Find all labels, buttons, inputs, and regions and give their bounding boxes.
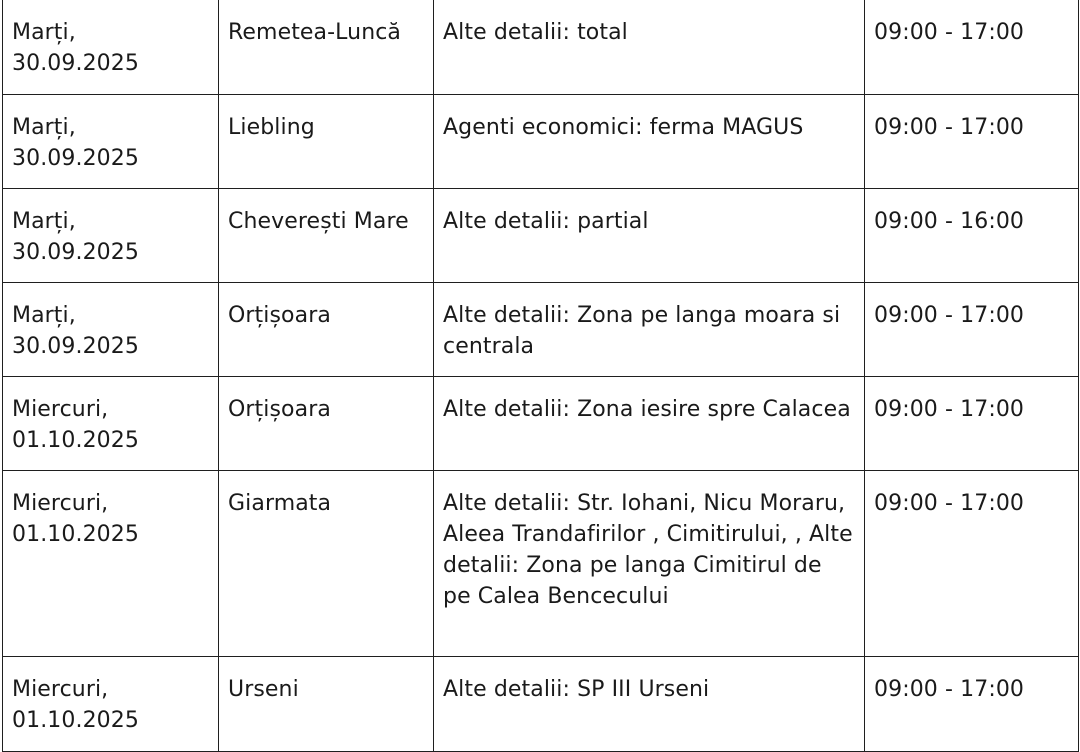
hours-cell: 09:00 - 17:00 — [865, 0, 1079, 95]
date: 30.09.2025 — [12, 146, 139, 171]
details-cell: Alte detalii: Str. Iohani, Nicu Moraru, Aleea Trandafirilor , Cimitirului, , Alte detalii: Zona pe langa Cimitirul de pe Calea Bencecului — [434, 471, 865, 657]
weekday: Miercuri, — [12, 397, 109, 422]
table-row — [3, 657, 1079, 752]
weekday: Marți, — [12, 209, 76, 234]
weekday: Marți, — [12, 303, 76, 328]
locality-cell: Orțișoara — [219, 377, 434, 471]
weekday: Marți, — [12, 20, 76, 45]
date-cell — [3, 189, 219, 283]
date: 30.09.2025 — [12, 334, 139, 359]
date: 01.10.2025 — [12, 708, 139, 733]
locality-cell: Cheverești Mare — [219, 189, 434, 283]
date-cell — [3, 0, 219, 95]
weekday: Miercuri, — [12, 677, 109, 702]
date-cell — [3, 95, 219, 189]
date: 30.09.2025 — [12, 51, 139, 76]
date-cell — [3, 657, 219, 752]
locality-cell: Orțișoara — [219, 283, 434, 377]
date-cell — [3, 471, 219, 657]
weekday: Miercuri, — [12, 491, 109, 516]
outage-schedule-table — [2, 0, 1079, 752]
details-cell: Alte detalii: partial — [434, 189, 865, 283]
date: 30.09.2025 — [12, 240, 139, 265]
table-row — [3, 377, 1079, 471]
table-row — [3, 283, 1079, 377]
details-cell: Alte detalii: total — [434, 0, 865, 95]
details-cell: Alte detalii: SP III Urseni — [434, 657, 865, 752]
locality-cell: Liebling — [219, 95, 434, 189]
table-row — [3, 471, 1079, 657]
table-row — [3, 0, 1079, 95]
hours-cell: 09:00 - 17:00 — [865, 657, 1079, 752]
date-cell — [3, 283, 219, 377]
date: 01.10.2025 — [12, 522, 139, 547]
details-cell: Agenti economici: ferma MAGUS — [434, 95, 865, 189]
date: 01.10.2025 — [12, 428, 139, 453]
details-cell: Alte detalii: Zona pe langa moara si centrala — [434, 283, 865, 377]
hours-cell: 09:00 - 17:00 — [865, 471, 1079, 657]
locality-cell: Remetea-Luncă — [219, 0, 434, 95]
hours-cell: 09:00 - 17:00 — [865, 377, 1079, 471]
locality-cell: Giarmata — [219, 471, 434, 657]
hours-cell: 09:00 - 17:00 — [865, 95, 1079, 189]
date-cell — [3, 377, 219, 471]
table-row — [3, 95, 1079, 189]
hours-cell: 09:00 - 16:00 — [865, 189, 1079, 283]
weekday: Marți, — [12, 115, 76, 140]
details-cell: Alte detalii: Zona iesire spre Calacea — [434, 377, 865, 471]
table-row — [3, 189, 1079, 283]
hours-cell: 09:00 - 17:00 — [865, 283, 1079, 377]
locality-cell: Urseni — [219, 657, 434, 752]
